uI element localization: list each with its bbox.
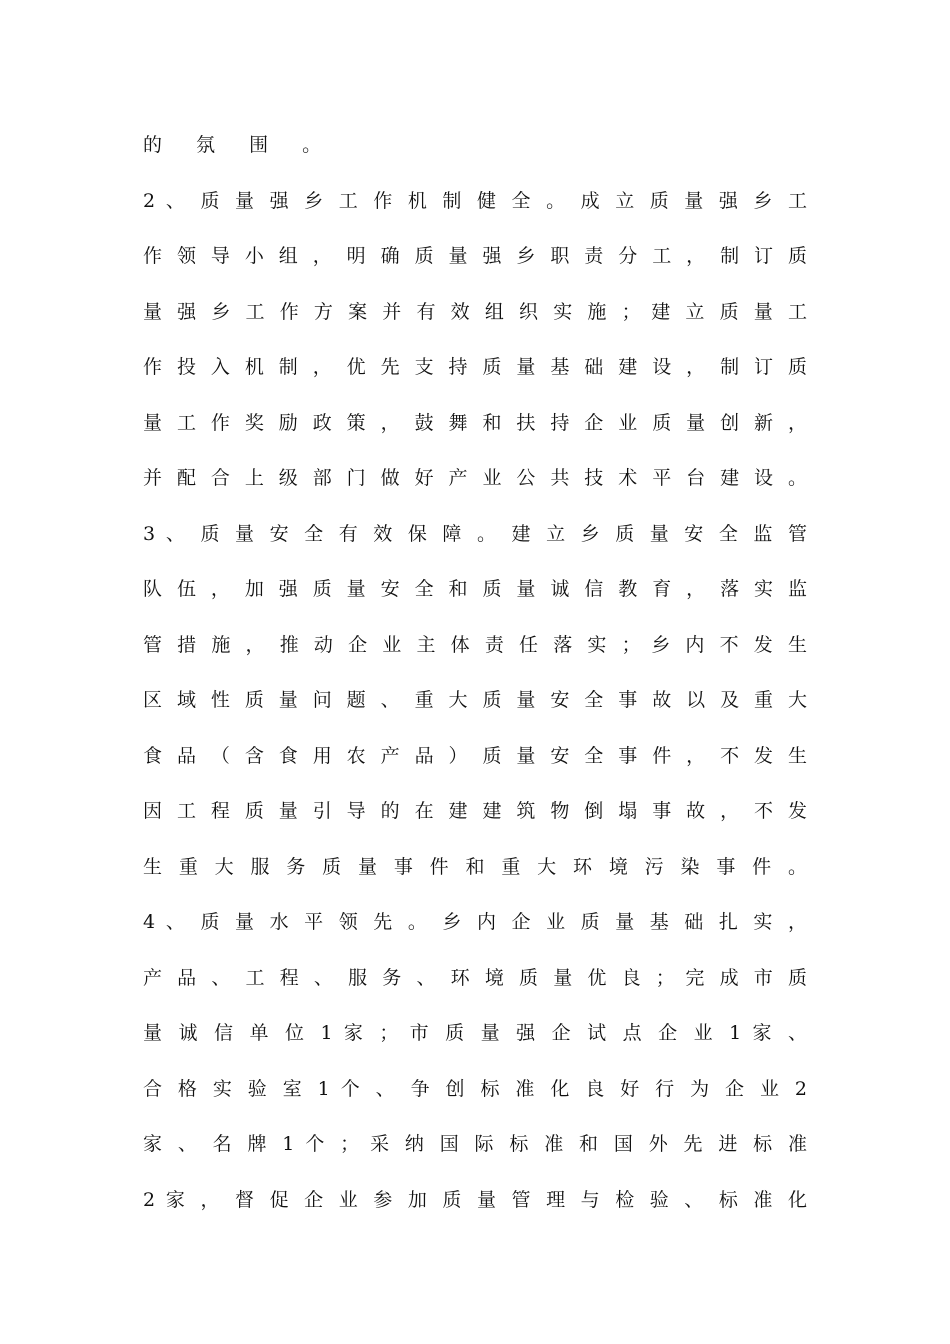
text-line-7: 并 配 合 上 级 部 门 做 好 产 业 公 共 技 术 平 台 建 设 。 <box>143 467 807 489</box>
text-line-15: 4 、 质 量 水 平 领 先 。 乡 内 企 业 质 量 基 础 扎 实 ， <box>143 911 807 933</box>
text-line-18: 合 格 实 验 室 1 个 、 争 创 标 准 化 良 好 行 为 企 业 2 <box>143 1078 807 1100</box>
text-line-9: 队 伍 ， 加 强 质 量 安 全 和 质 量 诚 信 教 育 ， 落 实 监 <box>143 578 807 600</box>
text-line-3: 作 领 导 小 组 ， 明 确 质 量 强 乡 职 责 分 工 ， 制 订 质 <box>143 245 807 267</box>
text-line-19: 家 、 名 牌 1 个 ； 采 纳 国 际 标 准 和 国 外 先 进 标 准 <box>143 1133 807 1155</box>
text-line-5: 作 投 入 机 制 ， 优 先 支 持 质 量 基 础 建 设 ， 制 订 质 <box>143 356 807 378</box>
text-line-6: 量 工 作 奖 励 政 策 ， 鼓 舞 和 扶 持 企 业 质 量 创 新 ， <box>143 412 807 434</box>
text-line-17: 量 诚 信 单 位 1 家 ； 市 质 量 强 企 试 点 企 业 1 家 、 <box>143 1022 807 1044</box>
text-line-13: 因 工 程 质 量 引 导 的 在 建 建 筑 物 倒 塌 事 故 ， 不 发 <box>143 800 807 822</box>
text-line-8: 3 、 质 量 安 全 有 效 保 障 。 建 立 乡 质 量 安 全 监 管 <box>143 523 807 545</box>
text-line-1: 的 氛 围 。 <box>143 134 336 156</box>
text-line-10: 管 措 施 ， 推 动 企 业 主 体 责 任 落 实 ； 乡 内 不 发 生 <box>143 634 807 656</box>
text-line-2: 2 、 质 量 强 乡 工 作 机 制 健 全 。 成 立 质 量 强 乡 工 <box>143 190 807 212</box>
text-line-20: 2 家 ， 督 促 企 业 参 加 质 量 管 理 与 检 验 、 标 准 化 <box>143 1189 807 1211</box>
text-line-14: 生 重 大 服 务 质 量 事 件 和 重 大 环 境 污 染 事 件 。 <box>143 856 807 878</box>
text-line-16: 产 品 、 工 程 、 服 务 、 环 境 质 量 优 良 ； 完 成 市 质 <box>143 967 807 989</box>
text-line-4: 量 强 乡 工 作 方 案 并 有 效 组 织 实 施 ； 建 立 质 量 工 <box>143 301 807 323</box>
text-line-11: 区 域 性 质 量 问 题 、 重 大 质 量 安 全 事 故 以 及 重 大 <box>143 689 807 711</box>
text-line-12: 食 品 （ 含 食 用 农 产 品 ） 质 量 安 全 事 件 ， 不 发 生 <box>143 745 807 767</box>
